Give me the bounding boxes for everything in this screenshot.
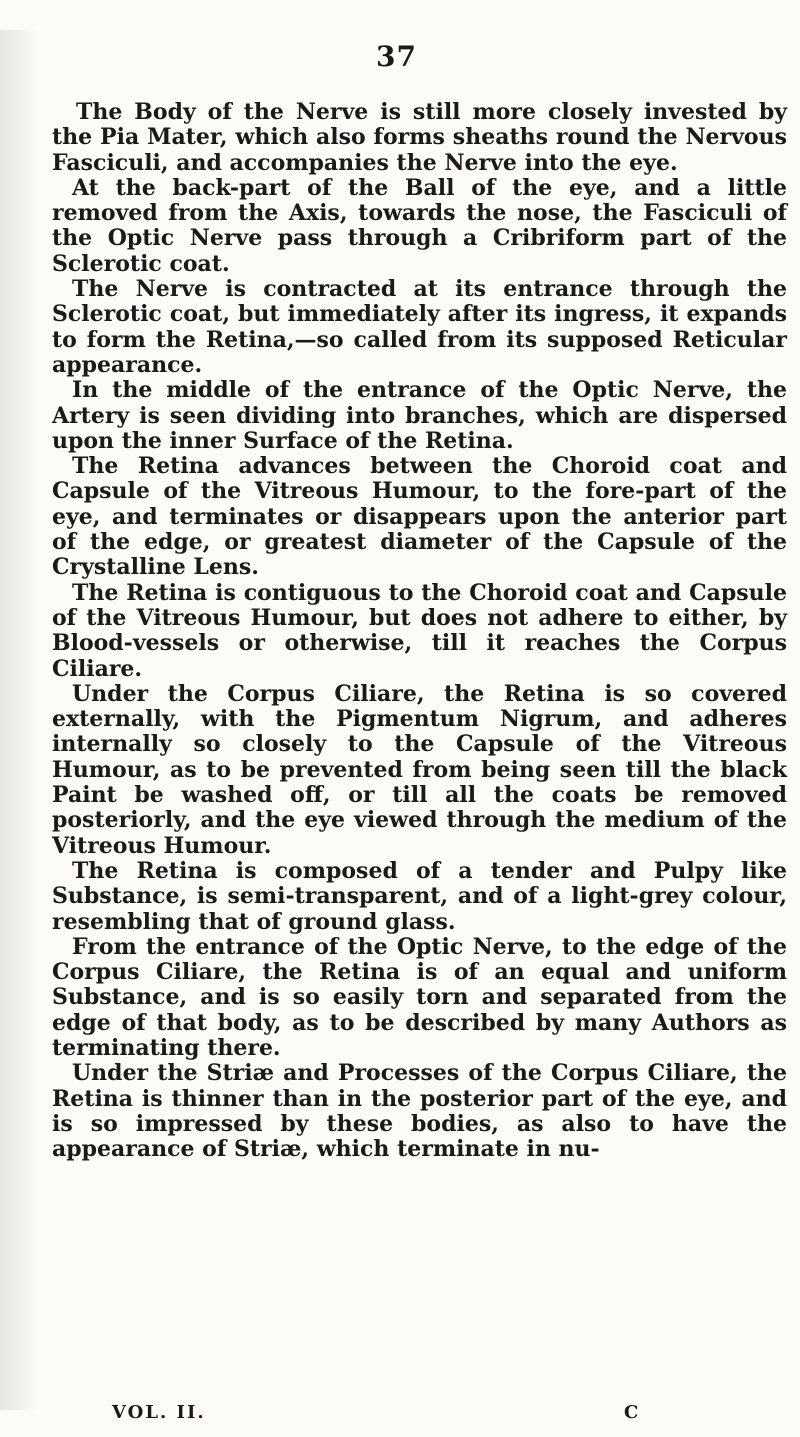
- page-gutter-shadow: [0, 30, 40, 1410]
- paragraph-artery: In the middle of the entrance of the Optic Nerve, the Artery is seen dividing into branches, which are dispersed upon the inner Surface of the Retina.: [52, 377, 787, 454]
- paragraph-cribriform: At the back-part of the Ball of the eye, and a little removed from the Axis, towards the nose, the Fasciculi of the Optic Nerve pass through a Cribriform part of the Sclerotic coat.: [52, 174, 787, 277]
- paragraph-striae: Under the Striæ and Processes of the Corpus Ciliare, the Retina is thinner than in the posterior part of the eye, and is so impressed by these bodies, as also to have the appearance of Striæ, which terminate in nu-: [52, 1060, 787, 1163]
- paragraph-pia-mater: The Body of the Nerve is still more closely invested by the Pia Mater, which also forms sheaths round the Nervous Fasciculi, and accompanies the Nerve into the eye.: [52, 99, 787, 176]
- paragraph-nerve-contracted: The Nerve is contracted at its entrance through the Sclerotic coat, but immediately after its ingress, it expands to form the Retina,—so called from its supposed Reticular appearance.: [52, 276, 787, 378]
- body-text: [52, 100, 787, 1162]
- paragraph-retina-composed: The Retina is composed of a tender and Pulpy like Substance, is semi-transparent, and of a light-grey colour, resembling that of ground glass.: [52, 857, 787, 935]
- paragraph-retina-contiguous: The Retina is contiguous to the Choroid coat and Capsule of the Vitreous Humour, but does not adhere to either, by Blood-vessels or otherwise, till it reaches the Corpus Ciliare.: [52, 579, 787, 682]
- page-footer: [112, 1402, 752, 1423]
- page-number: 37: [376, 40, 417, 73]
- paragraph-corpus-ciliare: Under the Corpus Ciliare, the Retina is so covered externally, with the Pigmentum Nigrum, and adheres internally so closely to the Capsule of the Vitreous Humour, as to be prevented from being seen till the black Paint be washed off, or till all the coats be removed posteriorly, and the eye viewed through the medium of the Vitreous Humour.: [52, 680, 787, 859]
- paragraph-optic-entrance: From the entrance of the Optic Nerve, to the edge of the Corpus Ciliare, the Retina is of an equal and uniform Substance, and is so easily torn and separated from the edge of that body, as to be described by many Authors as terminating there.: [52, 933, 787, 1061]
- signature-mark: C: [624, 1402, 641, 1423]
- volume-label: VOL. II.: [112, 1402, 206, 1423]
- paragraph-retina-advances: The Retina advances between the Choroid coat and Capsule of the Vitreous Humour, to the fore-part of the eye, and terminates or disappears upon the anterior part of the edge, or greatest diameter of the Capsule of the Crystalline Lens.: [52, 453, 787, 581]
